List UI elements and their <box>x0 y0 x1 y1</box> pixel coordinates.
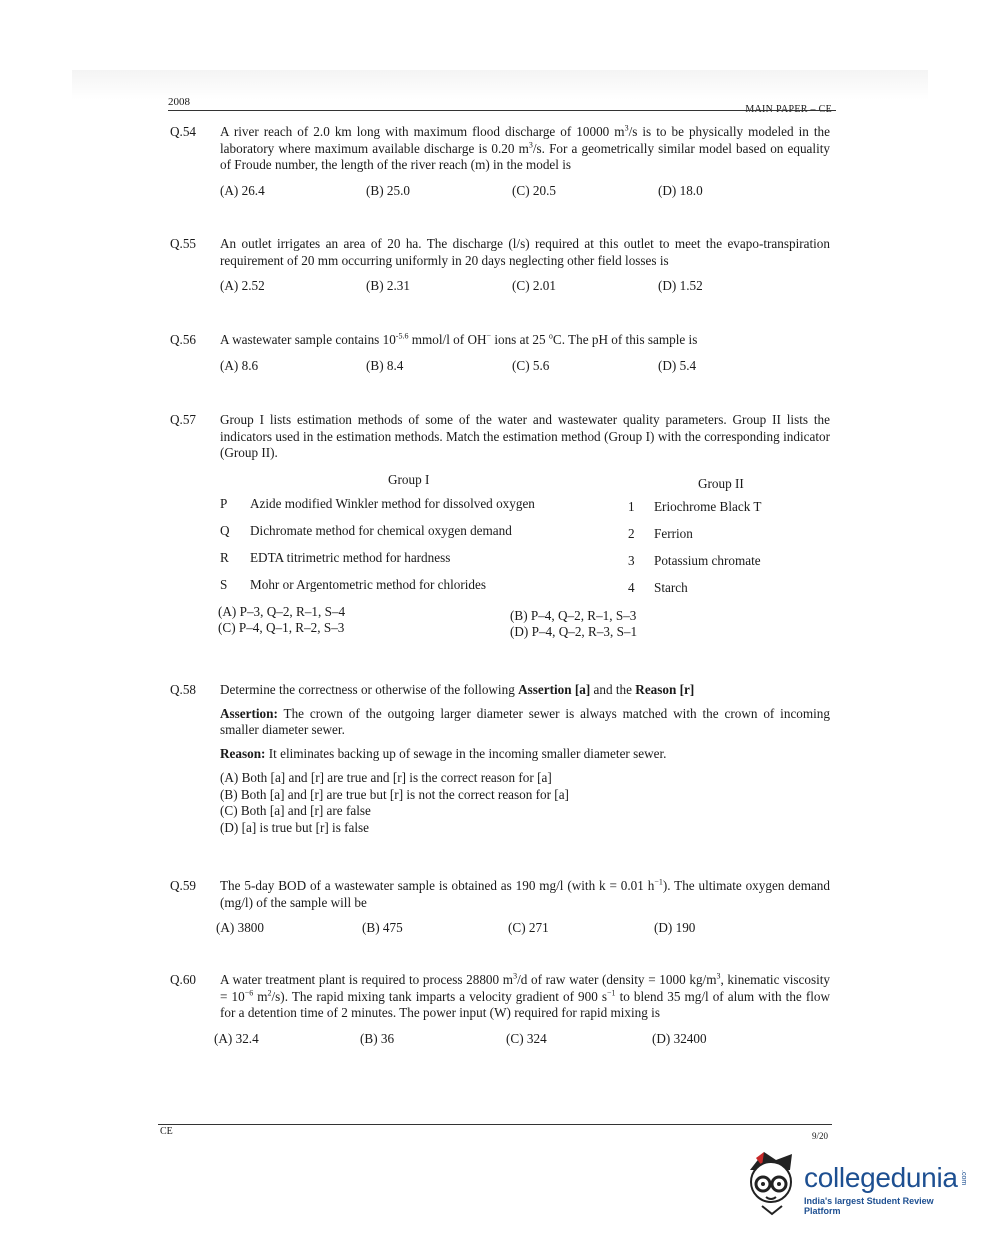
question-55 <box>170 236 830 296</box>
option-c: (C) 2.01 <box>512 278 556 293</box>
option-a: (A) Both [a] and [r] are true and [r] is the correct reason for [a] <box>220 770 552 785</box>
question-number: Q.55 <box>170 236 197 251</box>
row-indicator: Potassium chromate <box>654 552 761 568</box>
question-text: A water treatment plant is required to process 28800 $m^3/d$ of raw water (density = 1000 $kg/m^3$, kinematic viscosity = $10^{-6}$ $m^2/s$). The rapid mixing tank imparts a velocity gradient of 900 $s^{-1}$ to blend 35 mg/l of alum with the flow for a detention time of 2 minutes. The power input (W) required for rapid mixing is <box>220 971 830 1020</box>
answer-options <box>220 278 830 296</box>
option-c: (C) 20.5 <box>512 182 556 198</box>
match-row <box>220 496 830 523</box>
option-d: (D) 190 <box>654 920 696 935</box>
option-a: (A) 3800 <box>216 920 264 935</box>
question-56 <box>170 332 830 376</box>
row-number: 3 <box>628 552 635 568</box>
match-row <box>220 523 830 550</box>
row-number: 1 <box>628 498 635 514</box>
question-text: An outlet irrigates an area of 20 ha. The discharge (l/s) required at this outlet to meet the evapo-transpiration requirement of 20 mm occurring uniformly in 20 days neglecting other field losses is <box>220 236 830 268</box>
footer-page-number: 9/20 <box>812 1131 829 1141</box>
reason: Reason: It eliminates backing up of sewage in the incoming smaller diameter sewer. <box>220 745 667 761</box>
match-row <box>220 550 830 577</box>
logo-tagline: India's largest Student Review Platform <box>804 1196 934 1216</box>
option-b: (B) P–4, Q–2, R–1, S–3 <box>510 607 637 623</box>
question-text: A river reach of 2.0 km long with maximum flood discharge of 10000 $m^3/s$ is to be physically modeled in the laboratory where maximum available discharge is 0.20 $m^3/s$. For a geometrically similar model based on equality of Froude number, the length of the river reach (m) in the model is <box>220 123 831 172</box>
option-a: (A) 8.6 <box>220 357 259 373</box>
answer-options <box>220 770 830 836</box>
answer-options <box>220 604 830 638</box>
question-60 <box>170 972 830 1049</box>
option-c: (C) 5.6 <box>512 357 550 373</box>
row-number: 2 <box>628 525 635 541</box>
question-text: A wastewater sample contains $10^{-5.6}$ mmol/l of OH− ions at 25 $^o$C. The pH of this sample is <box>220 331 698 347</box>
option-c: (C) Both [a] and [r] are false <box>220 803 371 818</box>
question-number: Q.58 <box>170 682 197 697</box>
row-method: Mohr or Argentometric method for chlorides <box>250 576 486 592</box>
question-number: Q.59 <box>170 878 197 893</box>
question-57 <box>170 412 830 638</box>
question-54 <box>170 124 830 201</box>
row-indicator: Ferrion <box>654 525 693 541</box>
option-d: (D) P–4, Q–2, R–3, S–1 <box>510 623 638 639</box>
question-number: Q.56 <box>170 332 197 347</box>
option-d: (D) 5.4 <box>658 357 697 373</box>
option-c: (C) 271 <box>508 920 549 935</box>
option-b: (B) 36 <box>360 1030 395 1046</box>
row-letter: R <box>220 549 229 565</box>
question-text: Group I lists estimation methods of some of the water and wastewater quality parameters. Group II lists the indicators used in the estimation methods. Match the estimation method (Group I) with the corresponding indicator (Group II). <box>220 412 830 460</box>
footer-subject: CE <box>160 1126 173 1137</box>
option-d: (D) 18.0 <box>658 182 703 198</box>
option-a: (A) P–3, Q–2, R–1, S–4 <box>218 603 346 619</box>
row-indicator: Starch <box>654 579 688 595</box>
answer-options <box>220 358 830 376</box>
option-d: (D) 32400 <box>652 1030 707 1046</box>
row-letter: S <box>220 576 228 592</box>
option-b: (B) 475 <box>362 920 403 935</box>
question-number: Q.60 <box>170 972 197 987</box>
answer-options <box>214 1030 830 1049</box>
option-d: (D) [a] is true but [r] is false <box>220 819 370 835</box>
match-row <box>220 577 830 604</box>
answer-options <box>220 183 830 201</box>
option-d: (D) 1.52 <box>658 278 703 293</box>
option-b: (B) 2.31 <box>366 278 410 293</box>
row-method: EDTA titrimetric method for hardness <box>250 549 451 565</box>
question-number: Q.54 <box>170 124 197 139</box>
option-a: (A) 26.4 <box>220 182 265 198</box>
question-text: Determine the correctness or otherwise of the following Assertion [a] and the Reason [r] <box>220 682 695 697</box>
assertion: Assertion: The crown of the outgoing larger diameter sewer is always matched with the crown of incoming smaller diameter sewer. <box>220 705 830 737</box>
option-b: (B) Both [a] and [r] are true but [r] is not the correct reason for [a] <box>220 786 569 802</box>
row-method: Azide modified Winkler method for dissolved oxygen <box>250 495 535 511</box>
row-letter: Q <box>220 522 230 538</box>
logo-dotcom: .com <box>960 1170 967 1186</box>
scan-shadow <box>72 70 928 100</box>
question-58 <box>170 682 830 836</box>
question-text: The 5-day BOD of a wastewater sample is obtained as 190 mg/l (with k = 0.01 $h^{-1}$). The ultimate oxygen demand (mg/l) of the sample will be <box>220 877 830 910</box>
match-table-header <box>220 472 830 496</box>
option-b: (B) 25.0 <box>366 182 410 198</box>
row-letter: P <box>220 495 228 511</box>
group-1-title: Group I <box>388 471 430 487</box>
option-c: (C) P–4, Q–1, R–2, S–3 <box>218 619 345 635</box>
option-a: (A) 2.52 <box>220 278 265 293</box>
logo-wordmark: collegedunia <box>804 1162 958 1193</box>
option-c: (C) 324 <box>506 1030 547 1046</box>
question-number: Q.57 <box>170 412 197 427</box>
group-2-title: Group II <box>698 475 744 491</box>
footer-rule <box>158 1124 832 1125</box>
option-b: (B) 8.4 <box>366 357 404 373</box>
collegedunia-logo[interactable] <box>742 1148 972 1218</box>
row-indicator: Eriochrome Black T <box>654 498 762 514</box>
match-table <box>220 472 830 604</box>
row-number: 4 <box>628 579 635 595</box>
header-rule <box>168 110 836 111</box>
option-a: (A) 32.4 <box>214 1030 259 1046</box>
row-method: Dichromate method for chemical oxygen demand <box>250 522 512 538</box>
question-59 <box>170 878 830 938</box>
mascot-icon <box>742 1148 802 1218</box>
header-year: 2008 <box>168 96 190 108</box>
answer-options <box>216 920 830 938</box>
